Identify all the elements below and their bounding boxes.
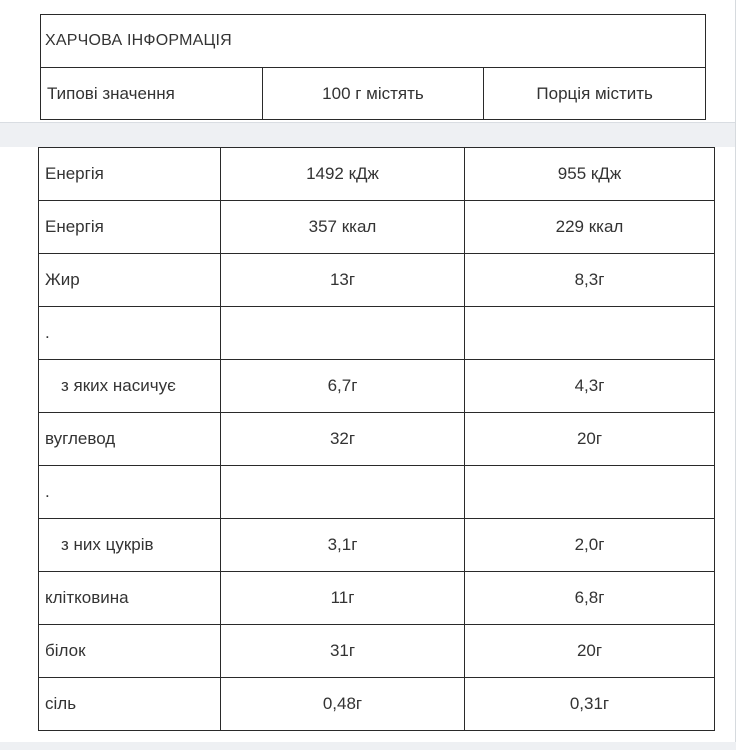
nutrient-name: Енергія bbox=[39, 148, 221, 201]
nutrition-header-table bbox=[40, 14, 706, 120]
nutrient-name: білок bbox=[39, 625, 221, 678]
value-per-100g bbox=[221, 307, 465, 360]
nutrient-name: з них цукрів bbox=[39, 519, 221, 572]
value-per-portion: 20г bbox=[465, 413, 715, 466]
column-header-per-portion: Порція містить bbox=[484, 68, 706, 120]
value-per-100g: 3,1г bbox=[221, 519, 465, 572]
column-header-typical-values: Типові значення bbox=[41, 68, 263, 120]
nutrient-name: Жир bbox=[39, 254, 221, 307]
nutrient-name: сіль bbox=[39, 678, 221, 731]
nutrient-name: клітковина bbox=[39, 572, 221, 625]
column-header-per-100g: 100 г містять bbox=[262, 68, 484, 120]
nutrient-name: з яких насичує bbox=[39, 360, 221, 413]
value-per-100g: 32г bbox=[221, 413, 465, 466]
value-per-100g: 11г bbox=[221, 572, 465, 625]
table-row bbox=[39, 413, 715, 466]
value-per-portion: 229 ккал bbox=[465, 201, 715, 254]
table-row bbox=[39, 572, 715, 625]
value-per-100g: 1492 кДж bbox=[221, 148, 465, 201]
value-per-portion: 4,3г bbox=[465, 360, 715, 413]
nutrient-name: . bbox=[39, 307, 221, 360]
table-row bbox=[39, 360, 715, 413]
table-row bbox=[39, 254, 715, 307]
value-per-100g bbox=[221, 466, 465, 519]
table-row bbox=[39, 678, 715, 731]
value-per-portion: 955 кДж bbox=[465, 148, 715, 201]
section-separator bbox=[0, 122, 736, 147]
page-right-border bbox=[735, 0, 736, 750]
table-row bbox=[39, 148, 715, 201]
nutrition-title: ХАРЧОВА ІНФОРМАЦІЯ bbox=[41, 15, 706, 68]
value-per-100g: 6,7г bbox=[221, 360, 465, 413]
table-row bbox=[39, 307, 715, 360]
value-per-portion: 0,31г bbox=[465, 678, 715, 731]
value-per-100g: 31г bbox=[221, 625, 465, 678]
value-per-portion bbox=[465, 466, 715, 519]
value-per-portion: 20г bbox=[465, 625, 715, 678]
value-per-portion: 6,8г bbox=[465, 572, 715, 625]
nutrient-name: . bbox=[39, 466, 221, 519]
value-per-portion bbox=[465, 307, 715, 360]
nutrient-name: вуглевод bbox=[39, 413, 221, 466]
table-row bbox=[39, 519, 715, 572]
table-row bbox=[39, 201, 715, 254]
nutrition-table bbox=[38, 147, 715, 731]
value-per-portion: 8,3г bbox=[465, 254, 715, 307]
value-per-portion: 2,0г bbox=[465, 519, 715, 572]
page-bottom-strip bbox=[0, 742, 736, 750]
table-row bbox=[39, 625, 715, 678]
nutrient-name: Енергія bbox=[39, 201, 221, 254]
value-per-100g: 13г bbox=[221, 254, 465, 307]
table-row bbox=[39, 466, 715, 519]
nutrition-header-panel bbox=[0, 0, 736, 122]
value-per-100g: 0,48г bbox=[221, 678, 465, 731]
value-per-100g: 357 ккал bbox=[221, 201, 465, 254]
